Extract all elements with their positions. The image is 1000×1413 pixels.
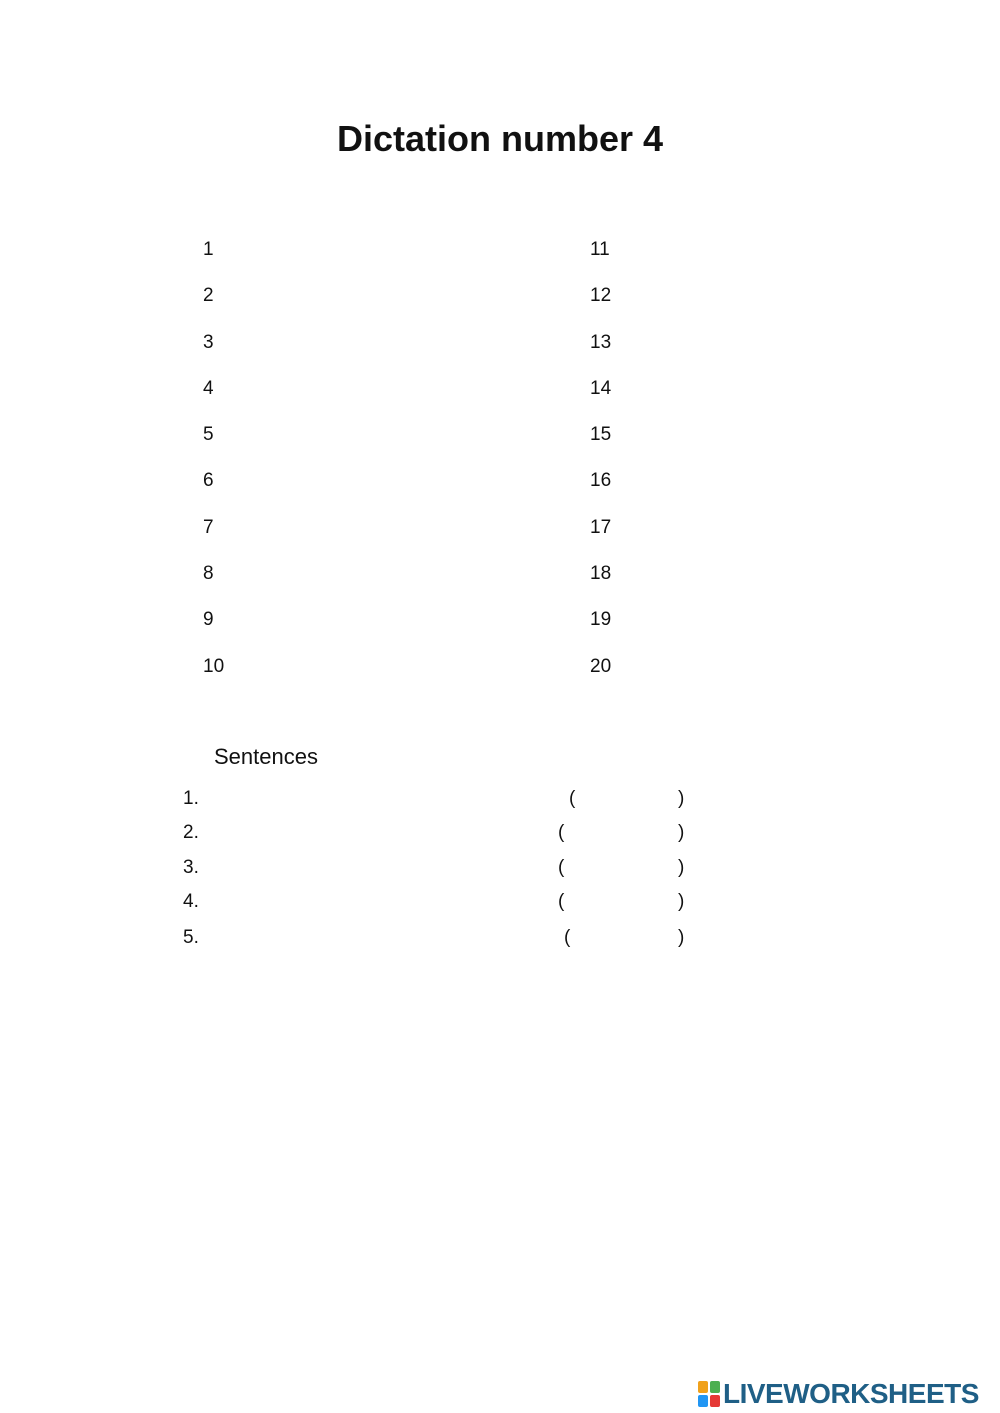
word-answer-input-3[interactable] (240, 327, 544, 359)
sentence-open-paren-3: ( (558, 857, 565, 878)
sentence-open-paren-5: ( (564, 927, 571, 948)
word-answer-input-11[interactable] (630, 234, 934, 266)
page-title: Dictation number 4 (336, 118, 664, 159)
sentence-answer-input-5[interactable] (212, 922, 556, 954)
word-answer-input-17[interactable] (630, 512, 934, 544)
sentence-number-1: 1. (183, 788, 199, 809)
word-answer-input-6[interactable] (240, 465, 544, 497)
sentence-answer-input-2[interactable] (212, 817, 551, 849)
word-answer-input-8[interactable] (240, 558, 544, 590)
sentence-close-paren-4: ) (678, 891, 685, 912)
word-answer-input-16[interactable] (630, 465, 934, 497)
logo-block-v (698, 1395, 708, 1407)
sentence-close-paren-2: ) (678, 822, 685, 843)
word-answer-input-12[interactable] (630, 280, 934, 312)
word-answer-input-14[interactable] (630, 373, 934, 405)
brand-name: LIVEWORKSHEETS (723, 1378, 979, 1409)
word-answer-input-15[interactable] (630, 419, 934, 451)
sentence-number-4: 4. (183, 891, 199, 912)
word-number-2: 2 (203, 285, 214, 306)
logo-block-l (698, 1381, 708, 1393)
sentence-answer-input-1[interactable] (212, 783, 561, 815)
word-number-20: 20 (590, 656, 612, 677)
word-number-13: 13 (590, 332, 612, 353)
logo-block-i (710, 1381, 720, 1393)
word-number-14: 14 (590, 378, 612, 399)
word-number-1: 1 (203, 239, 214, 260)
word-answer-input-5[interactable] (240, 419, 544, 451)
sentence-number-3: 3. (183, 857, 199, 878)
word-number-12: 12 (590, 285, 612, 306)
sentence-open-paren-1: ( (569, 788, 576, 809)
sentence-bracket-input-5[interactable] (578, 922, 678, 954)
word-number-10: 10 (203, 656, 225, 677)
word-number-16: 16 (590, 470, 612, 491)
word-answer-input-20[interactable] (630, 651, 934, 683)
sentence-number-5: 5. (183, 927, 199, 948)
word-answer-input-1[interactable] (240, 234, 544, 266)
word-number-15: 15 (590, 424, 612, 445)
word-answer-input-10[interactable] (240, 651, 544, 683)
word-answer-input-4[interactable] (240, 373, 544, 405)
word-answer-input-13[interactable] (630, 327, 934, 359)
word-number-18: 18 (590, 563, 612, 584)
word-number-6: 6 (203, 470, 214, 491)
sentence-close-paren-1: ) (678, 788, 685, 809)
sentence-open-paren-2: ( (558, 822, 565, 843)
sentence-close-paren-3: ) (678, 857, 685, 878)
word-number-19: 19 (590, 609, 612, 630)
sentence-number-2: 2. (183, 822, 199, 843)
liveworksheets-logo (698, 1378, 979, 1410)
sentence-answer-input-4[interactable] (212, 886, 551, 918)
sentence-bracket-input-4[interactable] (572, 886, 678, 918)
word-number-9: 9 (203, 609, 214, 630)
sentence-open-paren-4: ( (558, 891, 565, 912)
sentence-bracket-input-1[interactable] (582, 783, 678, 815)
word-answer-input-9[interactable] (240, 604, 544, 636)
word-number-4: 4 (203, 378, 214, 399)
word-number-11: 11 (590, 239, 610, 260)
sentence-close-paren-5: ) (678, 927, 685, 948)
word-number-7: 7 (203, 517, 214, 538)
word-answer-input-18[interactable] (630, 558, 934, 590)
sentence-bracket-input-2[interactable] (572, 817, 678, 849)
logo-blocks-icon (698, 1381, 720, 1407)
word-answer-input-2[interactable] (240, 280, 544, 312)
sentence-answer-input-3[interactable] (212, 852, 551, 884)
word-answer-input-19[interactable] (630, 604, 934, 636)
sentence-bracket-input-3[interactable] (572, 852, 678, 884)
logo-block-e (710, 1395, 720, 1407)
word-number-8: 8 (203, 563, 214, 584)
word-number-17: 17 (590, 517, 612, 538)
sentences-heading: Sentences (214, 744, 318, 769)
word-number-3: 3 (203, 332, 214, 353)
word-number-5: 5 (203, 424, 214, 445)
word-answer-input-7[interactable] (240, 512, 544, 544)
